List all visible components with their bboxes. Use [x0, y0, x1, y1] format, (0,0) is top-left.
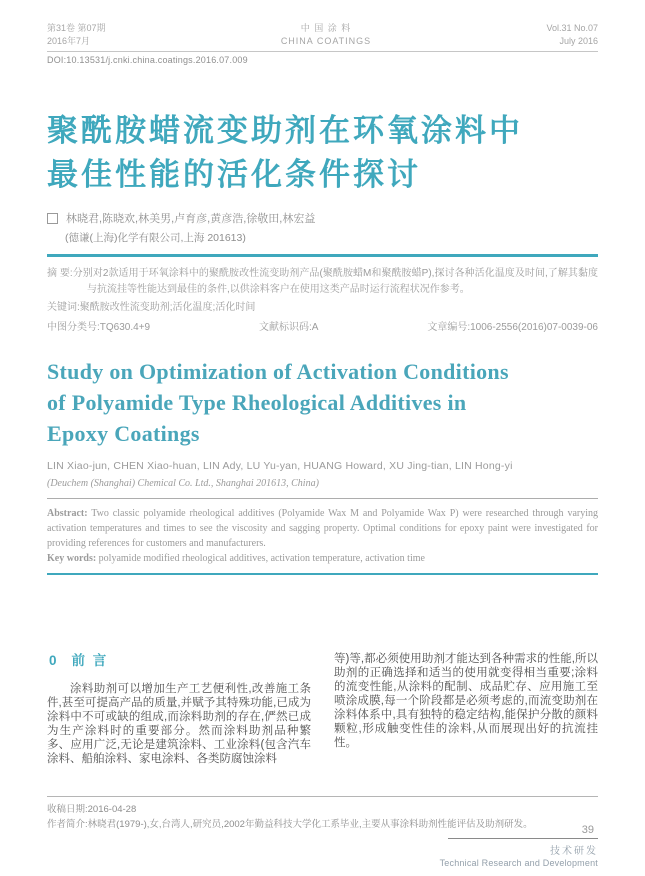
author-bio: 林晓君(1979-),女,台湾人,研究员,2002年勤益科技大学化工系毕业,主要从事涂料助剂性能评估及助剂研发。: [87, 819, 533, 830]
doi: DOI:10.13531/j.cnki.china.coatings.2016.07.009: [47, 55, 248, 65]
article-title-en-line1: Study on Optimization of Activation Conditions: [47, 359, 509, 384]
article-title-cn-line2: 最佳性能的活化条件探讨: [47, 157, 421, 192]
received-date-line: [47, 802, 598, 817]
received-date-label: 收稿日期:: [47, 804, 88, 815]
journal-name-en: CHINA COATINGS: [280, 36, 372, 46]
keywords-en-label: Key words:: [47, 553, 97, 564]
authors-cn-row: [47, 210, 598, 226]
article-title-en-line3: Epoxy Coatings: [47, 421, 200, 446]
body-column-left: [47, 652, 311, 766]
two-column-layout: [47, 652, 598, 766]
abstract-cn-paragraph: [47, 266, 598, 298]
keywords-en-line: [47, 551, 598, 566]
abstract-en-block: [47, 506, 598, 566]
classification-line: [47, 320, 598, 336]
document-code: 文献标识码:A: [258, 322, 319, 333]
volume-issue-en: Vol.31 No.07: [546, 23, 598, 33]
authors-en: LIN Xiao-jun, CHEN Xiao-huan, LIN Ady, LU Yu-yan, HUANG Howard, XU Jing-tian, LIN Hong-yi: [47, 460, 513, 472]
footer-divider: [448, 838, 598, 839]
received-date: 2016-04-28: [87, 804, 137, 815]
affiliation-cn: (德谦(上海)化学有限公司,上海 201613): [65, 232, 246, 244]
accent-divider-thin: [47, 573, 598, 575]
article-title-cn-line1: 聚酰胺蜡流变助剂在环氧涂料中: [47, 113, 523, 148]
section-0-number: 0: [49, 653, 59, 668]
keywords-en-text: polyamide modified rheological additives, activation temperature, activation time: [96, 553, 425, 564]
clc-number: 中图分类号:TQ630.4+9: [47, 322, 151, 333]
abstract-en-paragraph: [47, 506, 598, 551]
article-title-en-line2: of Polyamide Type Rheological Additives in: [47, 390, 467, 415]
article-id: 文章编号:1006-2556(2016)07-0039-06: [427, 322, 598, 333]
abstract-cn-label: 摘 要:: [47, 268, 73, 279]
column-name-cn: 技术研发: [550, 846, 598, 857]
article-title-cn: [47, 109, 598, 197]
body-column-right: [334, 652, 598, 766]
page-number: 39: [581, 824, 594, 836]
body-paragraph-right: 等)等,都必须使用助剂才能达到各种需求的性能,所以助剂的正确选择和适当的使用就变得相当重要;涂料的流变性能,从涂料的配制、成品贮存、应用施工至喷涂成膜,每一个阶段都是必须考虑的,而流变助剂在涂料体系中,具有独特的稳定结构,能保护分散的颜料颗粒,形成触变性佳的涂料,从而展现出好的抗流挂性。: [334, 653, 598, 749]
body-paragraph-left: 涂料助剂可以增加生产工艺便利性,改善施工条件,甚至可提高产品的质量,并赋予其特殊功能,已成为涂料中不可或缺的组成,而涂料助剂的存在,俨然已成为生产涂料时的重要部分。然而涂料助剂品种繁多、应用广泛,无论是建筑涂料、工业涂料(包含汽车涂料、船舶涂料、家电涂料、各类防腐蚀涂料: [47, 683, 311, 765]
author-marker-icon: [47, 213, 58, 224]
abstract-en-label: Abstract:: [47, 508, 88, 519]
author-bio-label: 作者简介:: [47, 819, 88, 830]
header-divider: [47, 51, 598, 52]
date-en: July 2016: [559, 36, 598, 46]
abstract-cn-block: [47, 266, 598, 336]
section-0-title: 前 言: [71, 653, 109, 668]
header-right: [546, 22, 598, 48]
abstract-en-divider: [47, 498, 598, 499]
keywords-cn-text: 聚酰胺改性流变助剂;活化温度;活化时间: [79, 302, 256, 313]
authors-cn: 林晓君,陈晓欢,林美男,卢育彦,黄彦浩,徐敬田,林宏益: [66, 213, 316, 225]
volume-issue-cn: 第31卷 第07期: [47, 23, 106, 33]
affiliation-en: (Deuchem (Shanghai) Chemical Co. Ltd., Shanghai 201613, China): [47, 478, 319, 489]
keywords-cn-line: [47, 300, 598, 316]
column-name-en: Technical Research and Development: [439, 858, 598, 868]
accent-divider-thick: [47, 254, 598, 257]
article-body: [47, 652, 598, 766]
page-header: [47, 22, 598, 48]
journal-name-cn: 中 国 涂 料: [300, 23, 352, 33]
section-0-heading: [49, 654, 311, 668]
date-cn: 2016年7月: [47, 36, 91, 46]
keywords-cn-label: 关键词:: [47, 302, 80, 313]
article-title-en: [47, 356, 598, 449]
abstract-cn-text: 分别对2款适用于环氧涂料中的聚酰胺改性流变助剂产品(聚酰胺蜡M和聚酰胺蜡P),探讨各种活化温度及时间,了解其黏度与抗流挂等性能达到最佳的条件,以供涂料客户在使用这类产品时运行流程状况作参考。: [72, 268, 598, 295]
abstract-en-text: Two classic polyamide rheological additives (Polyamide Wax M and Polyamide Wax P) were researched through varying activation temperatures and times to see the viscosity and sagging property. Optimal conditions for epoxy paint were investigated for providing references for customers and manufacturers.: [47, 508, 598, 549]
header-left: [47, 22, 106, 48]
page-footer: [440, 824, 598, 868]
header-center: [281, 22, 371, 48]
